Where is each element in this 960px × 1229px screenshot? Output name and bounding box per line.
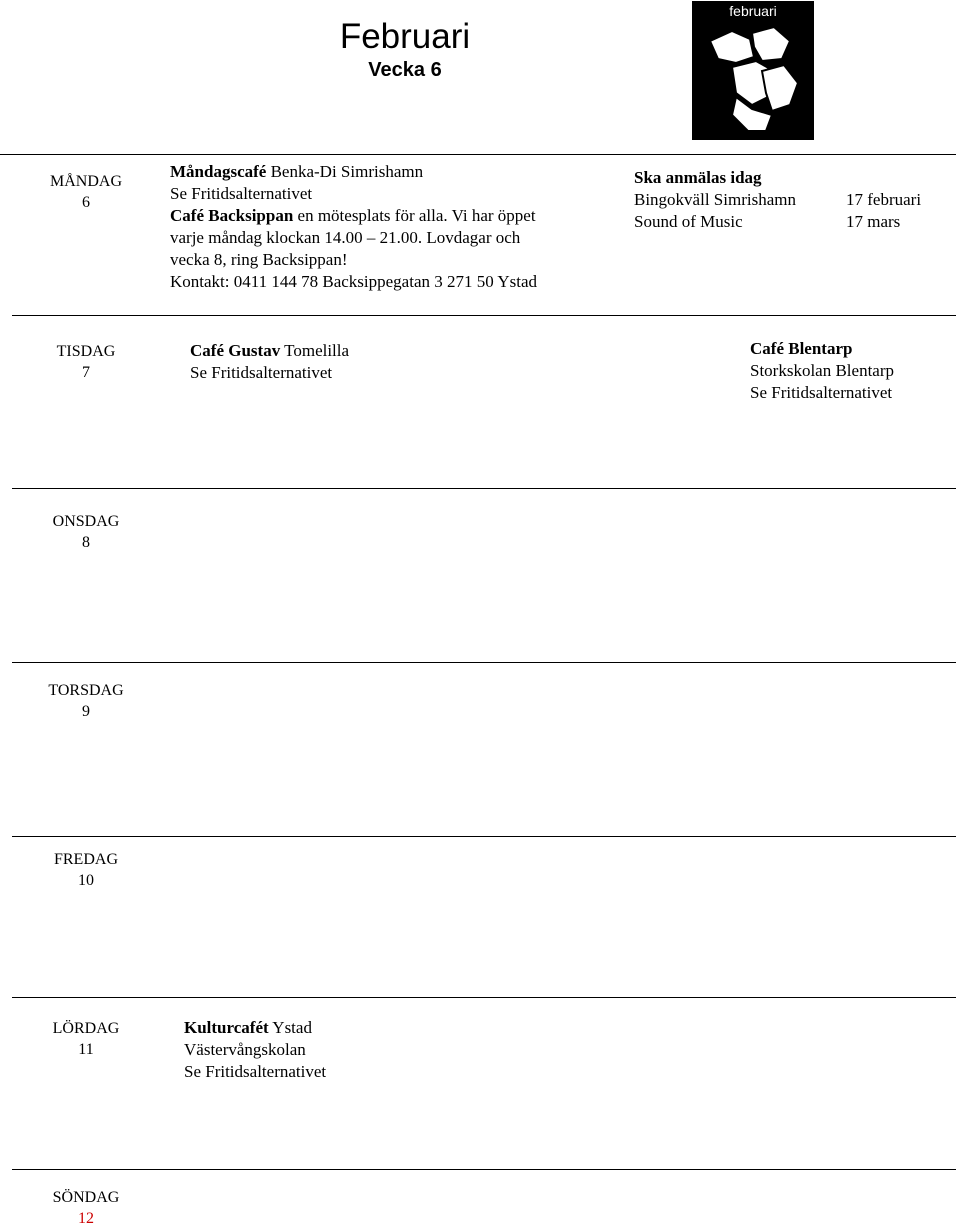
day-number: 10: [78, 872, 94, 889]
monday-content: [170, 161, 610, 293]
divider: [12, 1169, 956, 1170]
notice-block: [634, 167, 954, 233]
notice-title: Ska anmälas idag: [634, 168, 762, 187]
logo-label: februari: [729, 3, 777, 19]
entry-line: vecka 8, ring Backsippan!: [170, 250, 348, 269]
day-name: SÖNDAG: [52, 1189, 120, 1206]
day-name: ONSDAG: [52, 513, 120, 530]
divider: [0, 154, 956, 155]
entry-line: Se Fritidsalternativet: [170, 184, 313, 203]
day-name: FREDAG: [53, 851, 118, 868]
tuesday-right-content: [750, 338, 956, 404]
saturday-content: [184, 1017, 584, 1083]
day-thursday: [26, 680, 146, 722]
day-wednesday: [26, 511, 146, 553]
hands-heart-icon: [692, 1, 814, 140]
day-tuesday: [26, 341, 146, 383]
contact-line: Kontakt: 0411 144 78 Backsippegatan 3 271 50 Ystad: [170, 272, 538, 291]
event-date: 17 februari: [846, 190, 922, 209]
day-number: 11: [78, 1041, 94, 1058]
divider: [12, 997, 956, 998]
day-number: 6: [82, 194, 90, 211]
divider: [12, 315, 956, 316]
event-name: Bingokväll Simrishamn: [634, 190, 796, 209]
entry-line: varje måndag klockan 14.00 – 21.00. Lovdagar och: [170, 228, 521, 247]
day-number: 12: [78, 1210, 94, 1227]
divider: [12, 488, 956, 489]
entry-line: Måndagscafé Benka-Di Simrishamn: [170, 162, 424, 181]
tuesday-content: [190, 340, 590, 384]
entry-title: Café Blentarp: [750, 339, 853, 358]
day-name: TORSDAG: [48, 682, 124, 699]
day-sunday: [26, 1187, 146, 1229]
divider: [12, 836, 956, 837]
page-title: Februari: [339, 17, 471, 56]
entry-line: Se Fritidsalternativet: [190, 363, 333, 382]
entry-line: Café Gustav Tomelilla: [190, 341, 350, 360]
day-number: 7: [82, 364, 90, 381]
day-name: TISDAG: [56, 343, 116, 360]
entry-line: Se Fritidsalternativet: [750, 383, 893, 402]
logo: [692, 1, 814, 140]
day-saturday: [26, 1018, 146, 1060]
day-name: MÅNDAG: [50, 173, 122, 190]
day-name: LÖRDAG: [52, 1020, 120, 1037]
day-number: 9: [82, 703, 90, 720]
day-friday: [26, 849, 146, 891]
divider: [12, 662, 956, 663]
entry-line: Storkskolan Blentarp: [750, 361, 895, 380]
event-row: [634, 189, 954, 211]
entry-line: Västervångskolan: [184, 1040, 306, 1059]
entry-line: Café Backsippan en mötesplats för alla. Vi har öppet: [170, 206, 536, 225]
day-number: 8: [82, 534, 90, 551]
event-name: Sound of Music: [634, 212, 743, 231]
entry-line: Se Fritidsalternativet: [184, 1062, 327, 1081]
event-row: [634, 211, 954, 233]
week-label: Vecka 6: [368, 59, 442, 81]
day-monday: [26, 171, 146, 213]
entry-line: Kulturcafét Ystad: [184, 1018, 312, 1037]
event-date: 17 mars: [846, 212, 901, 231]
